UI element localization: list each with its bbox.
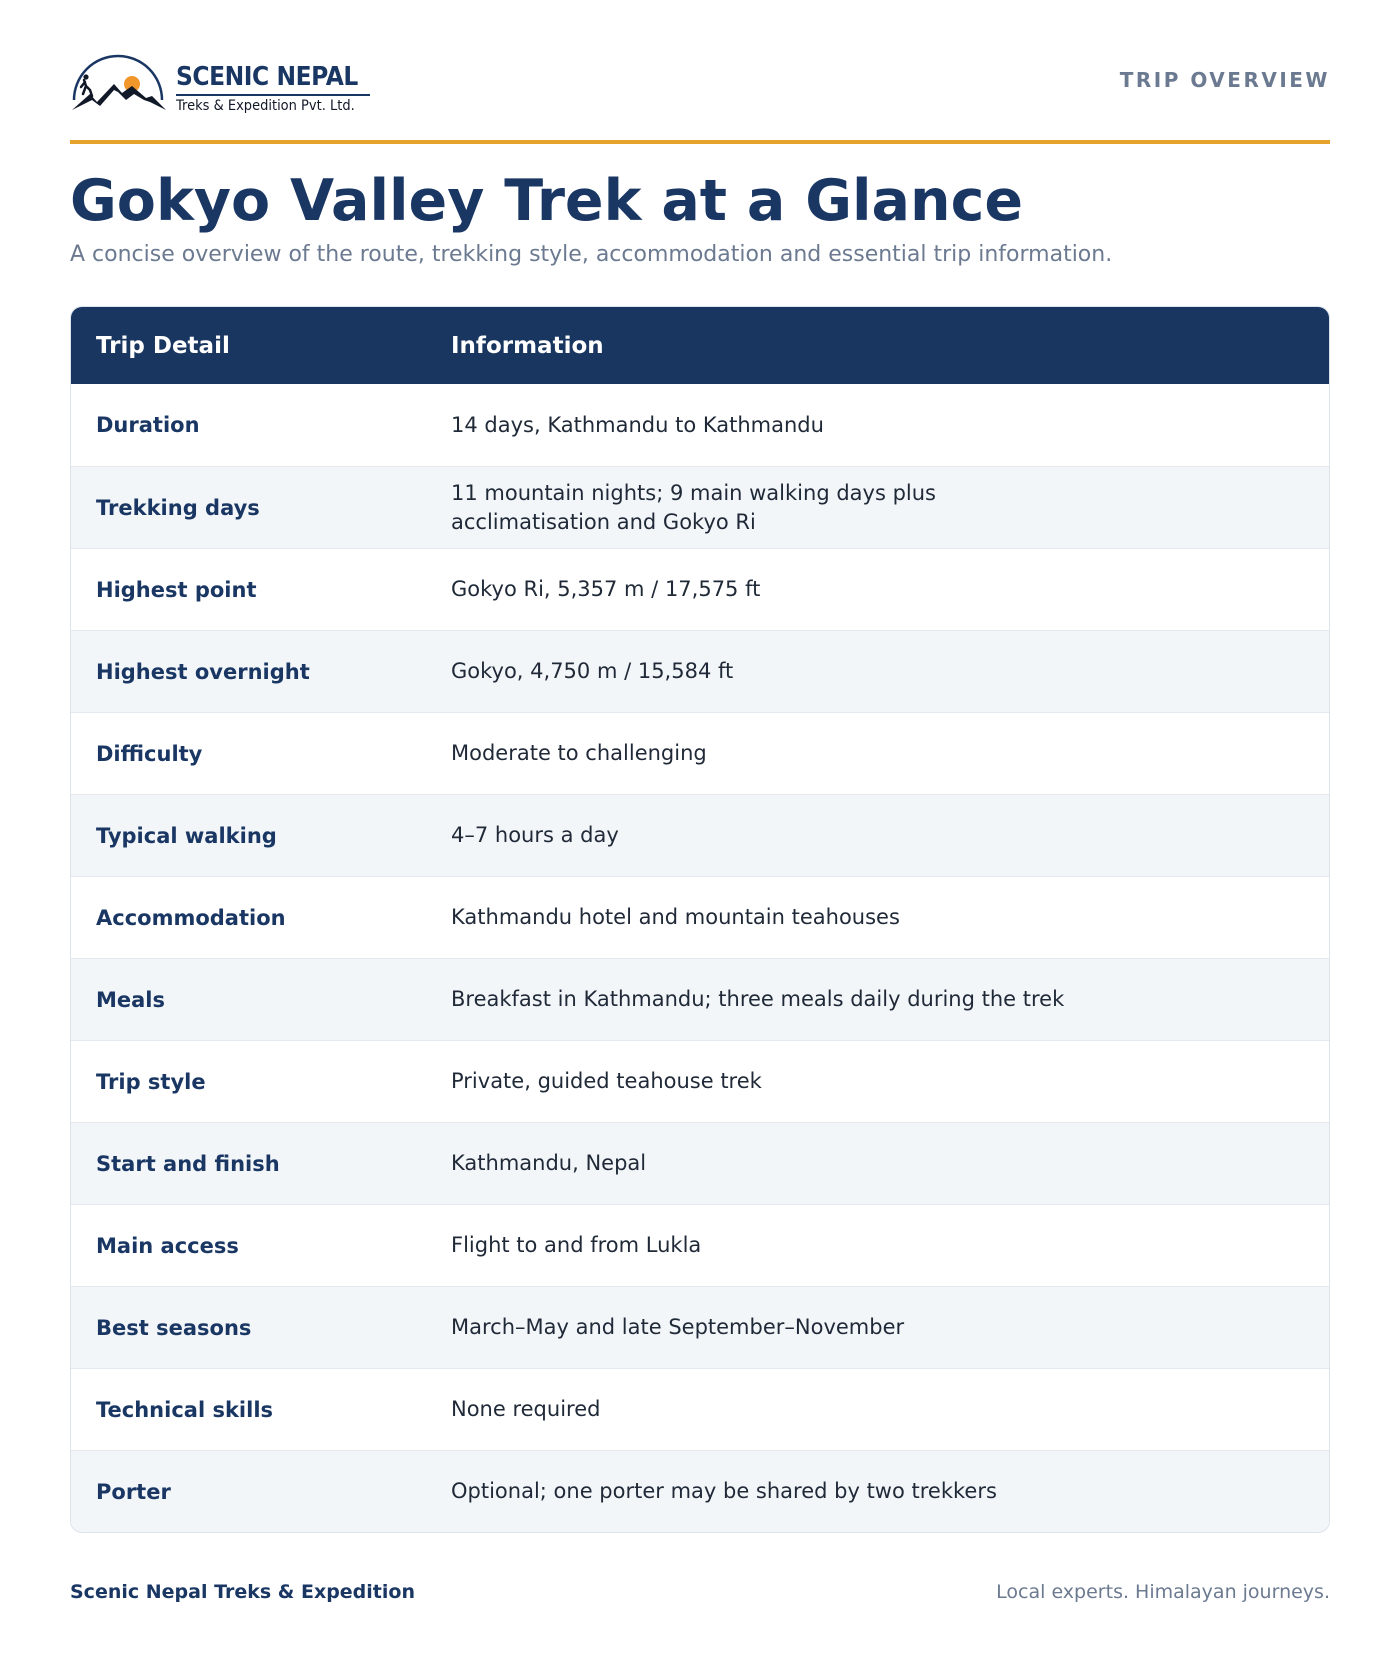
row-label: Start and finish bbox=[96, 1151, 280, 1176]
row-label: Technical skills bbox=[96, 1397, 274, 1422]
table-header bbox=[71, 307, 1329, 384]
row-label: Accommodation bbox=[96, 905, 286, 930]
table-body bbox=[71, 384, 1329, 1532]
row-label: Highest overnight bbox=[96, 659, 310, 684]
column-header-trip-detail: Trip Detail bbox=[96, 332, 230, 359]
table-row bbox=[71, 630, 1329, 712]
column-header-information: Information bbox=[451, 332, 604, 359]
table-row bbox=[71, 384, 1329, 466]
table-row bbox=[71, 1286, 1329, 1368]
trip-detail-table bbox=[70, 306, 1330, 1533]
table-row bbox=[71, 958, 1329, 1040]
row-value: Private, guided teahouse trek bbox=[451, 1069, 762, 1093]
page-subtitle: A concise overview of the route, trekking style, accommodation and essential trip information. bbox=[70, 242, 1113, 267]
row-label: Main access bbox=[96, 1233, 239, 1258]
row-value: March–May and late September–November bbox=[451, 1315, 905, 1339]
footer-company-name: Scenic Nepal Treks & Expedition bbox=[70, 1581, 415, 1603]
brand-divider bbox=[176, 94, 370, 96]
row-value: 11 mountain nights; 9 main walking days plus acclimatisation and Gokyo Ri bbox=[451, 480, 936, 534]
footer-slogan: Local experts. Himalayan journeys. bbox=[996, 1581, 1330, 1603]
row-value: Moderate to challenging bbox=[451, 741, 707, 765]
table-row bbox=[71, 548, 1329, 630]
row-label: Typical walking bbox=[96, 823, 277, 848]
row-value: Gokyo, 4,750 m / 15,584 ft bbox=[451, 659, 734, 683]
row-value: Flight to and from Lukla bbox=[451, 1233, 702, 1257]
row-label: Difficulty bbox=[96, 741, 203, 766]
brand-name: SCENIC NEPAL bbox=[176, 62, 358, 92]
page-header bbox=[70, 0, 1330, 144]
page bbox=[70, 0, 1330, 1603]
brand-tagline: Treks & Expedition Pvt. Ltd. bbox=[176, 98, 355, 114]
table-row bbox=[71, 794, 1329, 876]
table-row bbox=[71, 712, 1329, 794]
row-value: Breakfast in Kathmandu; three meals daily during the trek bbox=[451, 987, 1065, 1011]
table-row bbox=[71, 1368, 1329, 1450]
row-label: Trekking days bbox=[96, 495, 260, 520]
row-value: 14 days, Kathmandu to Kathmandu bbox=[451, 412, 824, 437]
table-row bbox=[71, 1040, 1329, 1122]
table-row bbox=[71, 876, 1329, 958]
row-label: Trip style bbox=[96, 1069, 206, 1094]
page-title: Gokyo Valley Trek at a Glance bbox=[70, 168, 1024, 234]
company-logo[interactable] bbox=[70, 46, 380, 118]
row-label: Best seasons bbox=[96, 1315, 252, 1340]
row-value: Gokyo Ri, 5,357 m / 17,575 ft bbox=[451, 577, 761, 601]
mountain-sun-logo-icon bbox=[70, 46, 170, 118]
row-value: Kathmandu hotel and mountain teahouses bbox=[451, 905, 900, 929]
row-label: Duration bbox=[96, 413, 200, 437]
row-value: Optional; one porter may be shared by two trekkers bbox=[451, 1479, 997, 1503]
table-row bbox=[71, 1450, 1329, 1532]
row-value: 4–7 hours a day bbox=[451, 823, 619, 847]
row-value: Kathmandu, Nepal bbox=[451, 1151, 647, 1175]
row-label: Porter bbox=[96, 1479, 171, 1504]
row-label: Meals bbox=[96, 987, 166, 1012]
section-tag: TRIP OVERVIEW bbox=[1119, 68, 1330, 92]
row-label: Highest point bbox=[96, 577, 257, 602]
row-value: None required bbox=[451, 1397, 601, 1421]
table-row bbox=[71, 466, 1329, 548]
table-row bbox=[71, 1204, 1329, 1286]
table-row bbox=[71, 1122, 1329, 1204]
